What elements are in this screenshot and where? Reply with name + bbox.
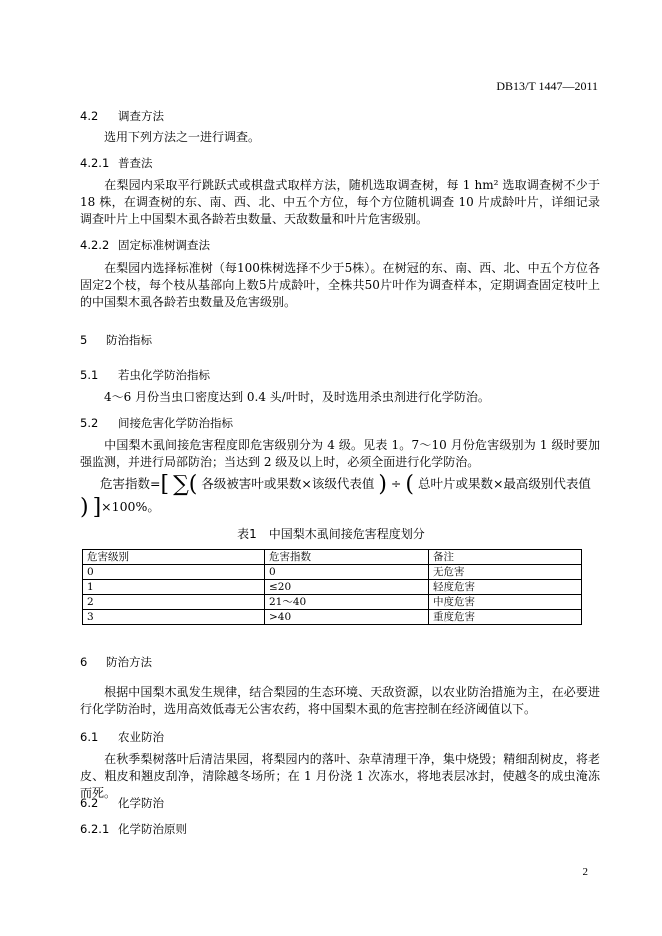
formula-right-paren-2: ): [80, 495, 89, 520]
section-number: 4.2.2: [80, 238, 110, 252]
section-title: 防治方法: [106, 655, 152, 669]
formula-right-paren: ): [378, 472, 387, 497]
paragraph-4-2-2: 在梨园内选择标准树（每100株树选择不少于5株）。在树冠的东、南、西、北、中五个方位各固定2个枝，每个枝从基部向上数5片成龄叶，全株共50片叶作为调查样本，定期调查固定枝叶上的中国梨木虱各龄若虫数量及危害级别。: [80, 261, 600, 309]
formula-left-paren: (: [188, 472, 198, 497]
formula-numerator: 各级被害叶或果数×该级代表值: [201, 476, 375, 491]
section-title: 农业防治: [118, 730, 164, 744]
hazard-index-formula-cont: [80, 495, 602, 520]
section-number: 4.2: [80, 109, 99, 123]
section-number: 5.2: [80, 416, 99, 430]
table-cell: 轻度危害: [429, 580, 582, 595]
header-cell: 危害级别: [83, 550, 265, 565]
formula-left-bracket: [: [160, 472, 170, 497]
section-title: 若虫化学防治指标: [118, 368, 210, 382]
heading-6-2-1: [80, 821, 187, 837]
section-title: 间接危害化学防治指标: [118, 416, 233, 430]
section-number: 5.1: [80, 368, 99, 382]
table-row: [83, 565, 582, 580]
table-cell: 1: [83, 580, 265, 595]
table-row: [83, 610, 582, 625]
header-cell: 危害指数: [265, 550, 429, 565]
formula-divide: ÷: [390, 476, 402, 491]
hazard-level-table: [82, 549, 582, 625]
section-title: 固定标准树调查法: [118, 238, 210, 252]
table-cell: 21～40: [265, 595, 429, 610]
paragraph-6: 根据中国梨木虱发生规律，结合梨园的生态环境、天敌资源，以农业防治措施为主，在必要进行化学防治时，选用高效低毒无公害农药，将中国梨木虱的危害控制在经济阈值以下。: [80, 685, 600, 716]
paragraph-5-1: 4～6 月份当虫口密度达到 0.4 头/叶时，及时选用杀虫剂进行化学防治。: [104, 390, 490, 404]
table-cell: 中度危害: [429, 595, 582, 610]
table-cell: 0: [265, 565, 429, 580]
heading-4-2: [80, 108, 164, 124]
paragraph-4-2-1: 在梨园内采取平行跳跃式或棋盘式取样方法，随机选取调查树，每 1 hm² 选取调查树不少于 18 株，在调查树的东、南、西、北、中五个方位，每个方位随机调查 10 片成龄叶片，详细记录调查叶片上中国梨木虱各龄若虫数量、天敌数量和叶片危害级别。: [80, 178, 600, 226]
section-number: 5: [80, 333, 88, 347]
heading-5-2: [80, 415, 233, 431]
table-cell: >40: [265, 610, 429, 625]
section-title: 普查法: [118, 156, 153, 170]
table-cell: ≤20: [265, 580, 429, 595]
heading-4-2-2: [80, 237, 210, 253]
table-cell: 2: [83, 595, 265, 610]
heading-6-2: [80, 795, 164, 811]
table-header-row: [83, 550, 582, 565]
section-number: 6.2: [80, 796, 99, 810]
section-number: 4.2.1: [80, 156, 110, 170]
table-cell: 0: [83, 565, 265, 580]
section-title: 防治指标: [106, 333, 152, 347]
hazard-index-formula: [80, 472, 602, 497]
table-cell: 重度危害: [429, 610, 582, 625]
heading-5-1: [80, 367, 210, 383]
table-row: [83, 580, 582, 595]
paragraph-6-1: 在秋季梨树落叶后清洁果园，将梨园内的落叶、杂草清理干净，集中烧毁；精细刮树皮，将老皮、粗皮和翘皮刮净，清除越冬场所；在 1 月份浇 1 次冻水，将地表层冰封，使越冬的成虫淹冻而死。: [80, 752, 600, 800]
table-row: [83, 595, 582, 610]
heading-4-2-1: [80, 155, 153, 171]
formula-tail: ×100%。: [101, 499, 160, 514]
table-caption: 表1 中国梨木虱间接危害程度划分: [237, 527, 425, 541]
formula-left-paren-2: (: [405, 472, 414, 497]
formula-lhs: 危害指数=: [100, 476, 161, 491]
section-number: 6.2.1: [80, 822, 110, 836]
section-title: 化学防治: [118, 796, 164, 810]
section-number: 6.1: [80, 730, 99, 744]
heading-6: [80, 654, 152, 670]
sum-symbol: ∑: [173, 472, 189, 497]
formula-right-bracket: ]: [92, 495, 102, 520]
formula-denominator: 总叶片或果数×最高级别代表值: [417, 476, 591, 491]
paragraph-4-2: 选用下列方法之一进行调查。: [104, 130, 261, 144]
section-title: 化学防治原则: [118, 822, 187, 836]
heading-6-1: [80, 729, 164, 745]
table-cell: 无危害: [429, 565, 582, 580]
header-cell: 备注: [429, 550, 582, 565]
page-number: 2: [582, 866, 588, 878]
section-number: 6: [80, 655, 88, 669]
document-code: DB13/T 1447—2011: [496, 79, 598, 93]
table-cell: 3: [83, 610, 265, 625]
paragraph-5-2: 中国梨木虱间接危害程度即危害级别分为 4 级。见表 1。7～10 月份危害级别为 1 级时要加强监测，并进行局部防治；当达到 2 级及以上时，必须全面进行化学防治。: [80, 438, 600, 469]
section-title: 调查方法: [118, 109, 164, 123]
heading-5: [80, 332, 152, 348]
